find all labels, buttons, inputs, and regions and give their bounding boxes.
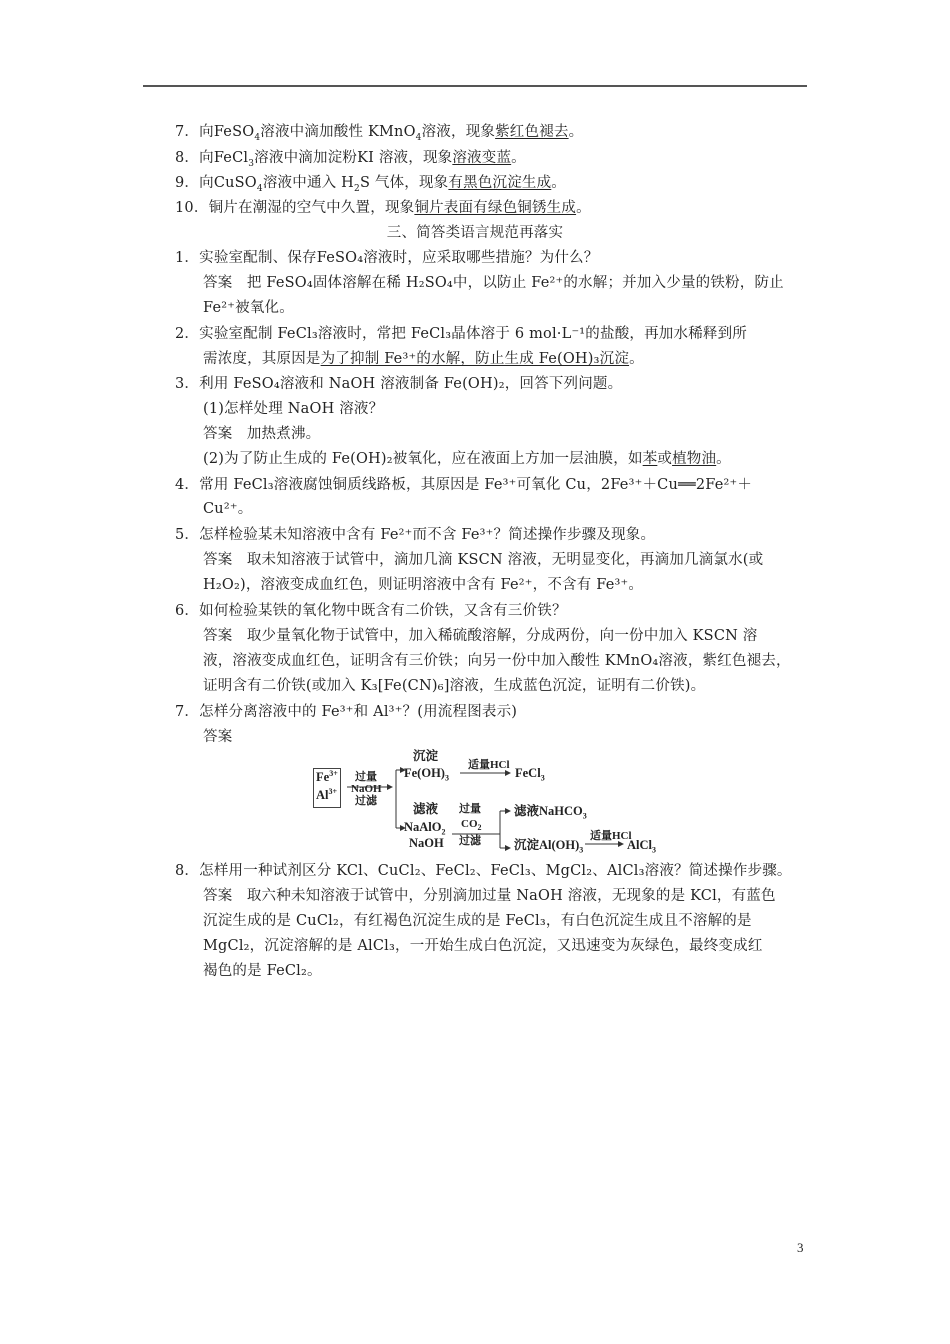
ion-fe: $Fe^{3+}$ bbox=[316, 768, 338, 784]
item-number: 3． bbox=[175, 376, 200, 392]
underlined-answer: 为了抑制 Fe³⁺的水解，防止生成 Fe(OH)₃沉淀 bbox=[320, 351, 630, 367]
question-text: 如何检验某铁的氧化物中既含有二价铁，又含有三价铁？ bbox=[199, 603, 567, 619]
item-number: 2． bbox=[175, 326, 200, 342]
text: 溶液，现象 bbox=[421, 124, 496, 140]
answer-8-line-4: 褐色的是 FeCl₂。 bbox=[203, 963, 322, 979]
answer-5-line-2: H₂O₂)，溶液变成血红色，则证明溶液中含有 Fe²⁺，不含有 Fe³⁺。 bbox=[203, 577, 644, 593]
item-10 bbox=[175, 198, 591, 218]
text: 。 bbox=[629, 351, 644, 367]
answer-6-line-1 bbox=[203, 626, 758, 646]
answer-label: 答案 bbox=[203, 888, 233, 904]
answer-8-line-3: MgCl₂，沉淀溶解的是 AlCl₃，一开始生成白色沉淀，又迅速变为灰绿色，最终变成红 bbox=[203, 938, 763, 954]
answer-1-line-2: Fe²⁺被氧化。 bbox=[203, 300, 294, 316]
question-3-part-1: (1)怎样处理 NaOH 溶液？ bbox=[203, 401, 384, 417]
item-number: 4． bbox=[175, 477, 200, 493]
text: 溶液中滴加淀粉KI 溶液，现象 bbox=[254, 150, 453, 166]
underlined-answer: 铜片表面有绿色铜锈生成 bbox=[414, 200, 577, 216]
answer-label: 答案 bbox=[203, 426, 233, 442]
step1-reagent: NaOH bbox=[351, 783, 382, 795]
answer-7-label: 答案 bbox=[203, 729, 233, 745]
item-number: 1． bbox=[175, 250, 200, 266]
upper-label: 沉淀 bbox=[413, 749, 439, 763]
text: 。 bbox=[568, 124, 584, 140]
text: 溶液中滴加酸性 KMnO bbox=[260, 124, 416, 140]
ion-al: $Al^{3+}$ bbox=[316, 786, 338, 802]
question-text: 利用 FeSO₄溶液和 NaOH 溶液制备 Fe(OH)₂，回答下列问题。 bbox=[199, 376, 623, 392]
question-text: 实验室配制 FeCl₃溶液时，常把 FeCl₃晶体溶于 6 mol·L⁻¹的盐酸，再加水稀释到所 bbox=[199, 326, 748, 342]
upper-result: FeCl$_3$ bbox=[515, 766, 545, 783]
answer-6-line-3: 证明含有二价铁(或加入 K₃[Fe(CN)₆]溶液，生成蓝色沉淀，证明有二价铁)。 bbox=[203, 678, 706, 694]
item-number: 5． bbox=[175, 527, 200, 543]
step2-top: 过量 bbox=[459, 803, 481, 815]
text: (2)为了防止生成的 Fe(OH)₂被氧化，应在液面上方加一层油膜，如 bbox=[203, 451, 643, 467]
upper-product: $Fe(OH)_3$ bbox=[404, 766, 449, 783]
text: 或 bbox=[657, 451, 673, 467]
step1-top: 过量 bbox=[355, 771, 377, 783]
question-6 bbox=[175, 601, 567, 621]
item-number: 6． bbox=[175, 603, 200, 619]
item-number: 7． bbox=[175, 124, 200, 140]
item-9 bbox=[175, 173, 566, 193]
branch-filtrate: 滤液NaHCO$_3$ bbox=[514, 804, 587, 821]
question-3 bbox=[175, 374, 622, 394]
underlined-answer: 紫红色褪去 bbox=[495, 124, 569, 140]
question-text: 怎样用一种试剂区分 KCl、CuCl₂、FeCl₂、FeCl₃、MgCl₂、AlCl₃溶液？简述操作步骤。 bbox=[199, 863, 792, 879]
lower-product-1: NaAlO$_2$ bbox=[404, 820, 446, 837]
answer-text: 取少量氧化物于试管中，加入稀硫酸溶解，分成两份，向一份中加入 KSCN 溶 bbox=[246, 628, 758, 644]
underlined-answer: 苯 bbox=[642, 451, 658, 467]
item-number: 8． bbox=[175, 150, 200, 166]
final-reagent: 适量HCl bbox=[590, 830, 632, 842]
lower-product-2: NaOH bbox=[409, 836, 444, 850]
answer-5-line-1 bbox=[203, 550, 763, 570]
final-result: AlCl$_3$ bbox=[627, 838, 656, 855]
underlined-answer: 有黑色沉淀生成 bbox=[448, 175, 552, 191]
subscript: 4 bbox=[415, 132, 422, 143]
answer-label: 答案 bbox=[203, 628, 233, 644]
text: 溶液中通入 H bbox=[262, 175, 354, 191]
item-number: 10． bbox=[175, 200, 209, 216]
question-2-line-2 bbox=[203, 349, 644, 369]
answer-text: 取六种未知溶液于试管中，分别滴加过量 NaOH 溶液，无现象的是 KCl，有蓝色 bbox=[246, 888, 776, 904]
text: 铜片在潮湿的空气中久置，现象 bbox=[208, 200, 415, 216]
subscript: 2 bbox=[354, 183, 360, 194]
answer-1-line-1 bbox=[203, 273, 784, 293]
separation-flowchart bbox=[305, 748, 675, 853]
page-number: 3 bbox=[797, 1240, 804, 1255]
question-8 bbox=[175, 861, 792, 881]
question-5 bbox=[175, 525, 655, 545]
subscript: 4 bbox=[254, 132, 261, 143]
question-text: 实验室配制、保存FeSO₄溶液时，应采取哪些措施？为什么？ bbox=[199, 250, 599, 266]
section-title: 三、简答类语言规范再落实 bbox=[386, 225, 564, 241]
answer-text: 把 FeSO₄固体溶解在稀 H₂SO₄中，以防止 Fe²⁺的水解；并加入少量的铁粉，防止 bbox=[246, 275, 784, 291]
lower-label: 滤液 bbox=[413, 802, 439, 816]
question-2 bbox=[175, 324, 747, 344]
question-text: 怎样检验某未知溶液中含有 Fe²⁺而不含 Fe³⁺？简述操作步骤及现象。 bbox=[199, 527, 656, 543]
answer-6-line-2: 液，溶液变成血红色，证明含有三价铁；向另一份中加入酸性 KMnO₄溶液，紫红色褪去， bbox=[203, 653, 791, 669]
text: 。 bbox=[511, 150, 526, 166]
question-text: 常用 FeCl₃溶液腐蚀铜质线路板，其原因是 Fe³⁺可氧化 Cu，2Fe³⁺＋Cu══2Fe²⁺＋ bbox=[199, 477, 753, 493]
text: S 气体，现象 bbox=[359, 175, 449, 191]
item-number: 8． bbox=[175, 863, 200, 879]
text: 向CuSO bbox=[199, 175, 257, 191]
header-rule bbox=[143, 85, 807, 87]
step1-bottom: 过滤 bbox=[355, 795, 377, 807]
answer-label: 答案 bbox=[203, 552, 233, 568]
answer-text: 取未知溶液于试管中，滴加几滴 KSCN 溶液，无明显变化，再滴加几滴氯水(或 bbox=[246, 552, 764, 568]
text: 需浓度，其原因是 bbox=[203, 351, 321, 367]
text: 。 bbox=[716, 451, 731, 467]
item-7 bbox=[175, 122, 583, 142]
subscript: 4 bbox=[256, 183, 263, 194]
answer-8-line-1 bbox=[203, 886, 776, 906]
underlined-answer: 植物油 bbox=[672, 451, 717, 467]
item-number: 9． bbox=[175, 175, 200, 191]
subscript: 3 bbox=[248, 158, 255, 169]
text: 。 bbox=[551, 175, 566, 191]
branch-precipitate: 沉淀$Al(OH)_3$ bbox=[514, 838, 584, 855]
text: 向FeCl bbox=[199, 150, 249, 166]
text: 向FeSO bbox=[199, 124, 255, 140]
item-8 bbox=[175, 148, 526, 168]
question-3-part-2 bbox=[203, 449, 731, 469]
step2-bottom: 过滤 bbox=[459, 835, 481, 847]
question-7 bbox=[175, 702, 517, 722]
answer-8-line-2: 沉淀生成的是 CuCl₂，有红褐色沉淀生成的是 FeCl₃，有白色沉淀生成且不溶解的是 bbox=[203, 913, 752, 929]
question-1 bbox=[175, 248, 598, 268]
item-number: 7． bbox=[175, 704, 200, 720]
upper-reagent: 适量HCl bbox=[468, 759, 510, 771]
underlined-answer: 溶液变蓝 bbox=[452, 150, 512, 166]
answer-text: 加热煮沸。 bbox=[246, 426, 321, 442]
answer-3-part-1 bbox=[203, 424, 320, 444]
question-text: 怎样分离溶液中的 Fe³⁺和 Al³⁺？(用流程图表示) bbox=[199, 704, 518, 720]
step2-reagent: $CO_2$ bbox=[461, 818, 482, 833]
answer-label: 答案 bbox=[203, 275, 233, 291]
text: 。 bbox=[576, 200, 591, 216]
question-4-line-2: Cu²⁺。 bbox=[203, 501, 253, 517]
question-4 bbox=[175, 475, 752, 495]
